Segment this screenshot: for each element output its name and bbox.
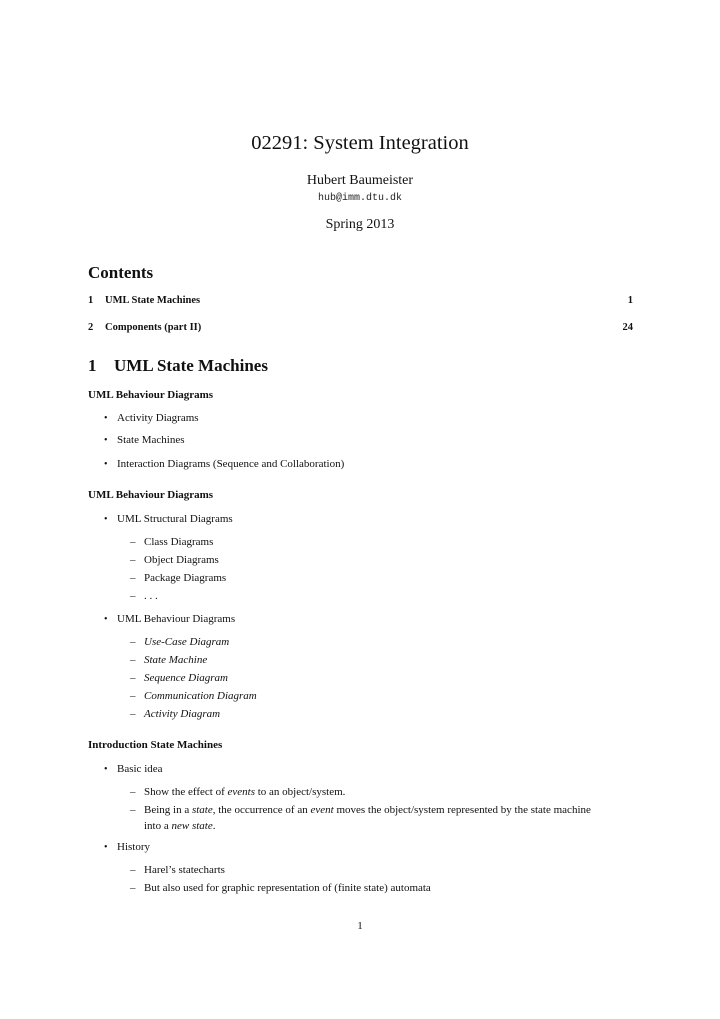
- paragraph-heading: Introduction State Machines: [88, 739, 223, 751]
- dash-icon: –: [130, 572, 136, 584]
- page-number: 1: [357, 920, 363, 932]
- sub-item-text: .: [212, 820, 216, 832]
- sub-item-text: to an object/system.: [254, 786, 346, 798]
- bullet-item: [104, 513, 233, 525]
- document-date: Spring 2013: [325, 217, 395, 232]
- toc-entry-page: 1: [627, 295, 633, 306]
- sub-item-text: State Machine: [144, 654, 208, 666]
- dash-icon: –: [130, 672, 136, 684]
- toc-entry-label: Components (part II): [105, 322, 202, 333]
- author-email: hub@imm.dtu.dk: [317, 193, 402, 204]
- bullet-text: History: [117, 841, 150, 853]
- section-title: UML State Machines: [114, 356, 268, 375]
- toc-entry[interactable]: [88, 295, 633, 306]
- bullet-icon: •: [104, 842, 108, 853]
- sub-item-text: Harel’s statecharts: [144, 864, 225, 876]
- bullet-item: [104, 434, 185, 446]
- bullet-text: Basic idea: [117, 763, 163, 775]
- dash-icon: –: [130, 636, 136, 648]
- bullet-icon: •: [104, 435, 108, 446]
- contents-heading: Contents: [88, 263, 154, 282]
- sub-item: [130, 590, 158, 602]
- sub-item: [130, 572, 226, 584]
- toc-entry-label: UML State Machines: [105, 295, 201, 306]
- sub-item: [130, 804, 591, 816]
- sub-item-text: Package Diagrams: [144, 572, 227, 584]
- sub-item-text: Use-Case Diagram: [144, 636, 230, 648]
- bullet-text: Interaction Diagrams (Sequence and Collaboration): [117, 458, 345, 470]
- emphasis-text: events: [227, 786, 255, 798]
- section-number: 1: [88, 356, 97, 375]
- sub-item-text: Communication Diagram: [144, 690, 257, 702]
- document-title: 02291: System Integration: [251, 132, 469, 154]
- sub-item-text: into a: [144, 820, 172, 832]
- sub-item: [130, 690, 257, 702]
- bullet-text: Activity Diagrams: [117, 412, 199, 424]
- bullet-item: [104, 841, 150, 853]
- dash-icon: –: [130, 690, 136, 702]
- sub-item: [130, 654, 207, 666]
- dash-icon: –: [130, 708, 136, 720]
- dash-icon: –: [130, 864, 136, 876]
- sub-item: [130, 554, 219, 566]
- dash-icon: –: [130, 654, 136, 666]
- dash-icon: –: [130, 882, 136, 894]
- bullet-icon: •: [104, 514, 108, 525]
- sub-item: [130, 672, 228, 684]
- sub-item: [130, 536, 213, 548]
- emphasis-text: new state: [171, 820, 213, 832]
- bullet-text: UML Behaviour Diagrams: [117, 613, 236, 625]
- sub-item-text: Being in a: [144, 804, 192, 816]
- sub-item-text: Sequence Diagram: [144, 672, 229, 684]
- bullet-icon: •: [104, 459, 108, 470]
- sub-item: [130, 786, 345, 798]
- dash-icon: –: [130, 536, 136, 548]
- bullet-item: [104, 412, 199, 424]
- sub-item: [130, 708, 220, 720]
- author-name: Hubert Baumeister: [306, 173, 414, 188]
- sub-item-text: , the occurrence of an: [212, 804, 311, 816]
- bullet-item: [104, 458, 344, 470]
- section-heading: [88, 356, 268, 376]
- paragraph-heading: UML Behaviour Diagrams: [88, 389, 214, 401]
- bullet-item: [104, 613, 235, 625]
- sub-item: [130, 864, 225, 876]
- sub-item-text: Activity Diagram: [144, 708, 221, 720]
- bullet-icon: •: [104, 614, 108, 625]
- sub-item-text: But also used for graphic representation of (finite state) automata: [144, 882, 431, 894]
- dash-icon: –: [130, 590, 136, 602]
- sub-item: [130, 882, 431, 894]
- paragraph-heading: UML Behaviour Diagrams: [88, 489, 214, 501]
- bullet-icon: •: [104, 764, 108, 775]
- sub-item-text: Object Diagrams: [144, 554, 219, 566]
- emphasis-text: state: [191, 804, 213, 816]
- bullet-item: [104, 763, 163, 775]
- bullet-text: State Machines: [117, 434, 185, 446]
- emphasis-text: event: [310, 804, 334, 816]
- bullet-text: UML Structural Diagrams: [117, 513, 233, 525]
- sub-item-text: Show the effect of: [144, 786, 228, 798]
- sub-item-text: . . .: [144, 590, 158, 602]
- sub-item: [130, 636, 229, 648]
- toc-entry-page: 24: [622, 322, 633, 333]
- dash-icon: –: [130, 786, 136, 798]
- toc-entry-number: 1: [88, 295, 94, 306]
- dash-icon: –: [130, 804, 136, 816]
- toc-entry[interactable]: [88, 322, 633, 333]
- dash-icon: –: [130, 554, 136, 566]
- bullet-icon: •: [104, 413, 108, 424]
- sub-item-continuation: [144, 820, 216, 832]
- sub-item-text: Class Diagrams: [144, 536, 214, 548]
- sub-item-text: moves the object/system represented by the state machine: [333, 804, 591, 816]
- toc-entry-number: 2: [88, 322, 94, 333]
